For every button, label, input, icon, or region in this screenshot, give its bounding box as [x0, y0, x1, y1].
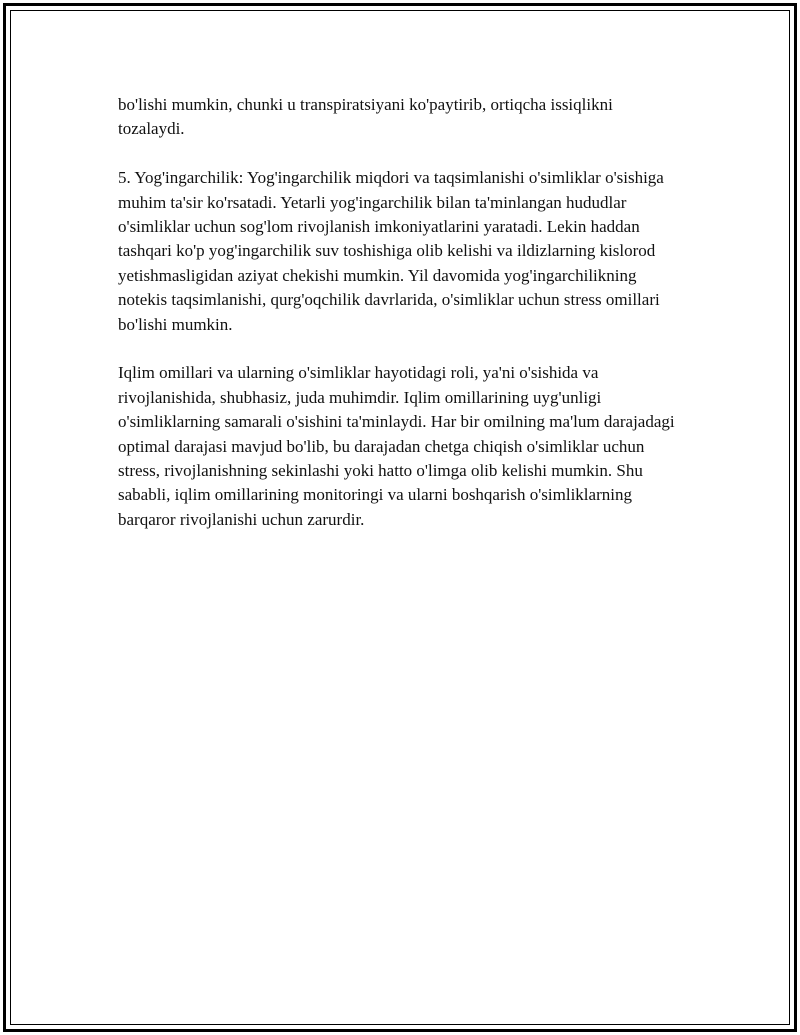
paragraph-precipitation: 5. Yog'ingarchilik: Yog'ingarchilik miqdori va taqsimlanishi o'simliklar o'sishiga muhim ta'sir ko'rsatadi. Yetarli yog'ingarchilik bilan ta'minlangan hududlar o'simliklar uchun sog'lom rivojlanish imkoniyatlarini yaratadi. Lekin haddan tashqari ko'p yog'ingarchilik suv toshishiga olib kelishi va ildizlarning kislorod yetishmasligidan aziyat chekishi mumkin. Yil davomida yog'ingarchilikning notekis taqsimlanishi, qurg'oqchilik davrlarida, o'simliklar uchun stress omillari bo'lishi mumkin.	[118, 168, 664, 334]
paragraph-conclusion: Iqlim omillari va ularning o'simliklar hayotidagi roli, ya'ni o'sishida va rivojlanishida, shubhasiz, juda muhimdir. Iqlim omillarining uyg'unligi o'simliklarning samarali o'sishini ta'minlaydi. Har bir omilning ma'lum darajadagi optimal darajasi mavjud bo'lib, bu darajadan chetga chiqish o'simliklar uchun stress, rivojlanishning sekinlashi yoki hatto o'limga olib kelishi mumkin. Shu sababli, iqlim omillarining monitoringi va ularni boshqarish o'simliklarning barqaror rivojlanishi uchun zarurdir.	[118, 363, 675, 529]
paragraph-continuation: bo'lishi mumkin, chunki u transpiratsiyani ko'paytirib, ortiqcha issiqlikni tozalaydi.	[118, 95, 613, 139]
document-body	[118, 93, 678, 557]
